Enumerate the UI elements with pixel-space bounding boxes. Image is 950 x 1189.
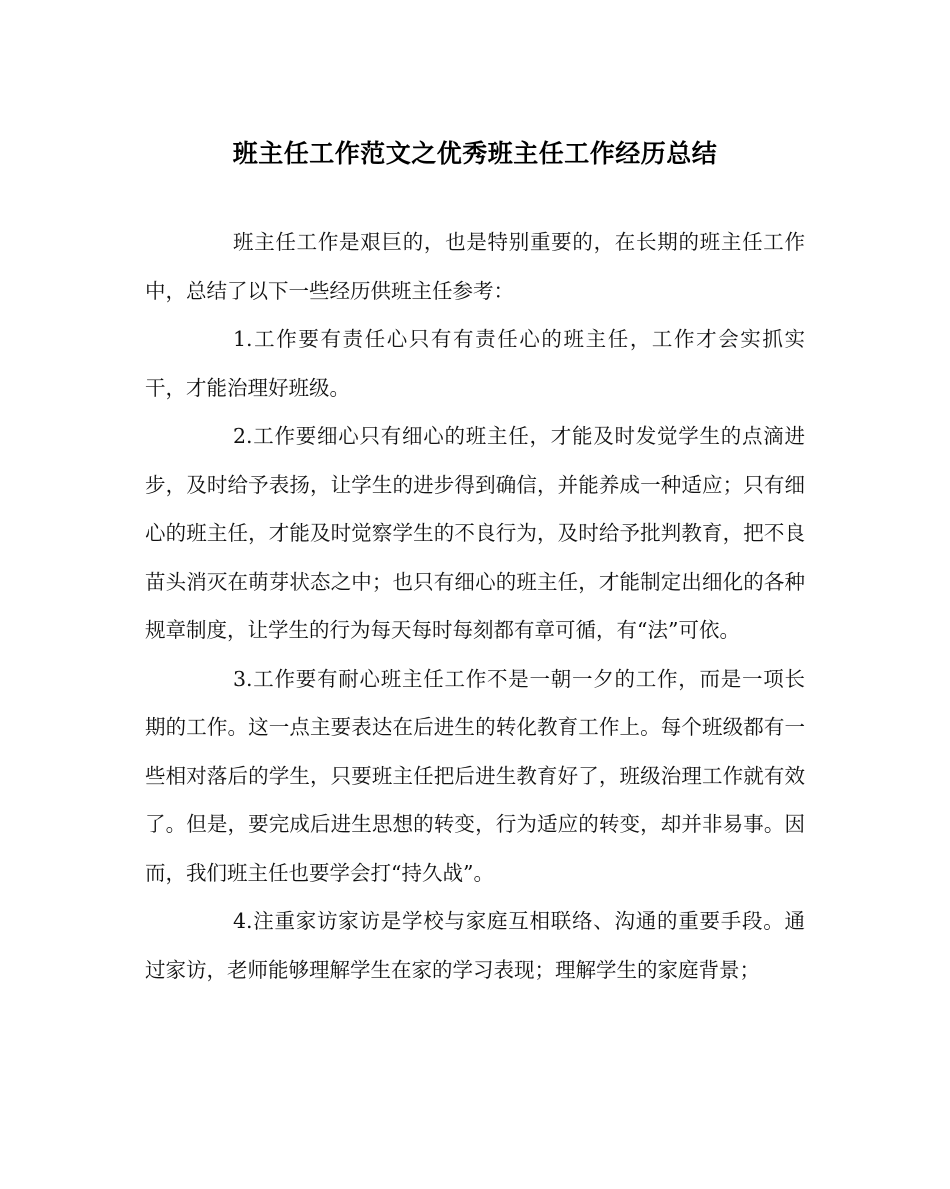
document-title: 班主任工作范文之优秀班主任工作经历总结 [232, 139, 718, 168]
paragraph-intro: 班主任工作是艰巨的，也是特别重要的，在长期的班主任工作中，总结了以下一些经历供班主任参考： [145, 230, 805, 303]
paragraph-carefulness: 2.工作要细心只有细心的班主任，才能及时发觉学生的点滴进步，及时给予表扬，让学生的进步得到确信，并能养成一种适应；只有细心的班主任，才能及时觉察学生的不良行为，及时给予批判教育，把不良苗头消灭在萌芽状态之中；也只有细心的班主任，才能制定出细化的各种规章制度，让学生的行为每天每时每刻都有章可循，有“法”可依。 [145, 424, 805, 642]
paragraph-home-visit: 4.注重家访家访是学校与家庭互相联络、沟通的重要手段。通过家访，老师能够理解学生在家的学习表现；理解学生的家庭背景； [145, 909, 805, 982]
paragraph-responsibility: 1.工作要有责任心只有有责任心的班主任，工作才会实抓实干，才能治理好班级。 [145, 327, 805, 400]
document-body [145, 218, 805, 994]
paragraph-patience: 3.工作要有耐心班主任工作不是一朝一夕的工作，而是一项长期的工作。这一点主要表达在后进生的转化教育工作上。每个班级都有一些相对落后的学生，只要班主任把后进生教育好了，班级治理工作就有效了。但是，要完成后进生思想的转变，行为适应的转变，却并非易事。因而，我们班主任也要学会打“持久战”。 [145, 666, 805, 885]
